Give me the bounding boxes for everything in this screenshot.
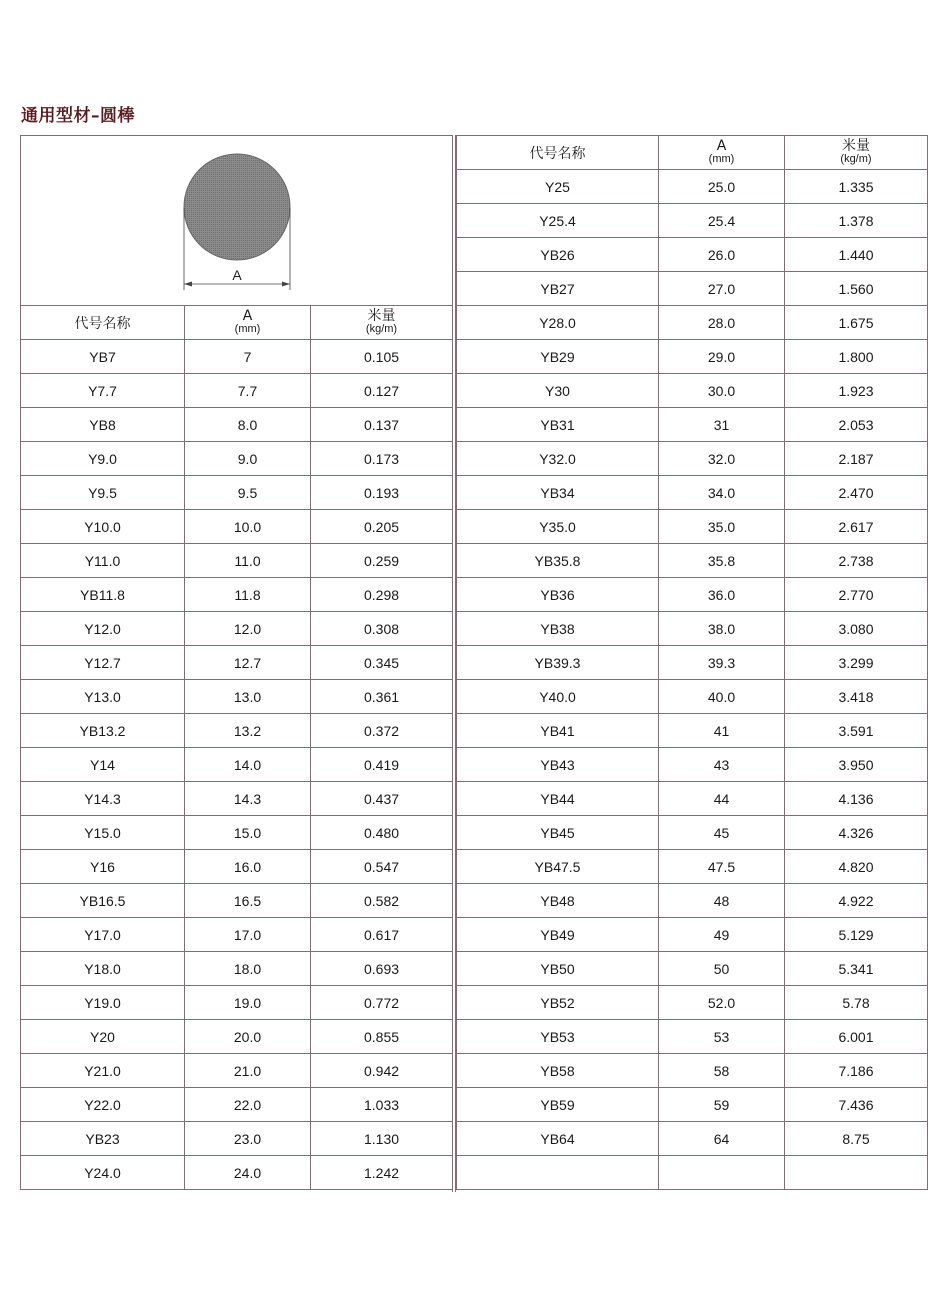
- cell-diameter: 45: [659, 816, 785, 850]
- cell-weight: 0.127: [311, 374, 453, 408]
- table-row: [457, 816, 928, 850]
- cell-diameter: 35.0: [659, 510, 785, 544]
- cell-diameter: 43: [659, 748, 785, 782]
- table-row: [21, 884, 453, 918]
- table-row: [457, 170, 928, 204]
- header-name: 代号名称: [21, 306, 185, 340]
- header-row: [457, 136, 928, 170]
- table-row: [21, 1020, 453, 1054]
- cell-code: YB47.5: [457, 850, 659, 884]
- cell-diameter: 53: [659, 1020, 785, 1054]
- cell-weight: 1.335: [785, 170, 928, 204]
- cell-code: YB39.3: [457, 646, 659, 680]
- cell-diameter: 19.0: [185, 986, 311, 1020]
- page-title: 通用型材–圆棒: [21, 106, 135, 126]
- cell-weight: 1.675: [785, 306, 928, 340]
- cell-weight: 0.308: [311, 612, 453, 646]
- cell-diameter: 26.0: [659, 238, 785, 272]
- table-row: [457, 714, 928, 748]
- cell-diameter: 23.0: [185, 1122, 311, 1156]
- cell-weight: 0.298: [311, 578, 453, 612]
- cell-code: Y22.0: [21, 1088, 185, 1122]
- cell-diameter: 14.3: [185, 782, 311, 816]
- cell-code: Y14: [21, 748, 185, 782]
- cell-code: Y13.0: [21, 680, 185, 714]
- cell-diameter: 32.0: [659, 442, 785, 476]
- cell-diameter: 52.0: [659, 986, 785, 1020]
- table-row: [21, 918, 453, 952]
- cell-diameter: 17.0: [185, 918, 311, 952]
- cell-code: YB43: [457, 748, 659, 782]
- cell-diameter: 31: [659, 408, 785, 442]
- cell-diameter: 39.3: [659, 646, 785, 680]
- cell-code: YB29: [457, 340, 659, 374]
- cell-weight: 2.738: [785, 544, 928, 578]
- cell-code: Y12.0: [21, 612, 185, 646]
- table-row: [21, 1054, 453, 1088]
- cell-diameter: 28.0: [659, 306, 785, 340]
- cell-code: Y9.5: [21, 476, 185, 510]
- cell-code: YB52: [457, 986, 659, 1020]
- cell-weight: 2.187: [785, 442, 928, 476]
- cell-code: YB38: [457, 612, 659, 646]
- cell-diameter: 21.0: [185, 1054, 311, 1088]
- cell-weight: 0.437: [311, 782, 453, 816]
- cell-diameter: 50: [659, 952, 785, 986]
- dimension-arrow-right: [282, 282, 290, 287]
- cell-weight: 3.080: [785, 612, 928, 646]
- header-row: [21, 306, 453, 340]
- cell-code: YB27: [457, 272, 659, 306]
- cell-code: Y25.4: [457, 204, 659, 238]
- cell-diameter: 48: [659, 884, 785, 918]
- cell-diameter: 16.0: [185, 850, 311, 884]
- cell-code: YB35.8: [457, 544, 659, 578]
- cell-code: YB36: [457, 578, 659, 612]
- table-row: [21, 442, 453, 476]
- table-row: [457, 646, 928, 680]
- cell-diameter: 35.8: [659, 544, 785, 578]
- table-row: [457, 1054, 928, 1088]
- table-row: [21, 1088, 453, 1122]
- cell-weight: 0.137: [311, 408, 453, 442]
- cell-weight: 3.299: [785, 646, 928, 680]
- cell-weight: 6.001: [785, 1020, 928, 1054]
- table-row: [21, 408, 453, 442]
- cell-code: Y9.0: [21, 442, 185, 476]
- dimension-arrow-left: [184, 282, 192, 287]
- cell-diameter: 58: [659, 1054, 785, 1088]
- cell-code: YB26: [457, 238, 659, 272]
- cell-diameter: 12.7: [185, 646, 311, 680]
- cell-diameter: 27.0: [659, 272, 785, 306]
- table-row: [457, 782, 928, 816]
- table-row: [457, 1020, 928, 1054]
- cell-code: YB48: [457, 884, 659, 918]
- cell-code: Y21.0: [21, 1054, 185, 1088]
- cell-diameter: 10.0: [185, 510, 311, 544]
- header-weight: 米量 (kg/m): [311, 306, 453, 340]
- cell-weight: 0.942: [311, 1054, 453, 1088]
- cell-weight: 1.440: [785, 238, 928, 272]
- table-row: [457, 408, 928, 442]
- table-row: [457, 374, 928, 408]
- cell-weight: 0.617: [311, 918, 453, 952]
- table-row: [457, 238, 928, 272]
- table-row: [457, 442, 928, 476]
- cell-weight: 0.193: [311, 476, 453, 510]
- table-row: [457, 952, 928, 986]
- cell-weight: [785, 1156, 928, 1190]
- cell-diameter: 44: [659, 782, 785, 816]
- table-row: [21, 476, 453, 510]
- cell-code: YB23: [21, 1122, 185, 1156]
- table-row: [457, 1156, 928, 1190]
- table-row: [21, 646, 453, 680]
- cell-code: YB59: [457, 1088, 659, 1122]
- table-row: [457, 544, 928, 578]
- cell-diameter: 11.0: [185, 544, 311, 578]
- table-row: [21, 816, 453, 850]
- cell-code: YB7: [21, 340, 185, 374]
- cell-weight: 0.205: [311, 510, 453, 544]
- table-row: [457, 1122, 928, 1156]
- cell-weight: 5.341: [785, 952, 928, 986]
- cell-code: Y32.0: [457, 442, 659, 476]
- cell-diameter: 18.0: [185, 952, 311, 986]
- cell-diameter: 8.0: [185, 408, 311, 442]
- round-bar-cross-section: [184, 154, 290, 260]
- cell-code: YB13.2: [21, 714, 185, 748]
- cell-diameter: 40.0: [659, 680, 785, 714]
- cell-weight: 1.923: [785, 374, 928, 408]
- cell-diameter: 59: [659, 1088, 785, 1122]
- cell-code: Y30: [457, 374, 659, 408]
- cell-weight: 4.136: [785, 782, 928, 816]
- cell-code: Y20: [21, 1020, 185, 1054]
- cell-code: YB44: [457, 782, 659, 816]
- cell-diameter: 13.0: [185, 680, 311, 714]
- cell-diameter: 38.0: [659, 612, 785, 646]
- round-bar-table-right: [456, 135, 928, 1190]
- table-row: [457, 884, 928, 918]
- cell-weight: 1.560: [785, 272, 928, 306]
- cell-diameter: 41: [659, 714, 785, 748]
- table-row: [457, 510, 928, 544]
- cell-diameter: 13.2: [185, 714, 311, 748]
- cell-weight: 0.419: [311, 748, 453, 782]
- cell-weight: 1.130: [311, 1122, 453, 1156]
- cell-weight: 0.105: [311, 340, 453, 374]
- table-row: [21, 748, 453, 782]
- table-row: [21, 952, 453, 986]
- table-row: [457, 578, 928, 612]
- table-row: [457, 306, 928, 340]
- cell-code: Y11.0: [21, 544, 185, 578]
- cell-diameter: 30.0: [659, 374, 785, 408]
- table-row: [457, 476, 928, 510]
- cell-diameter: 64: [659, 1122, 785, 1156]
- cell-diameter: 49: [659, 918, 785, 952]
- cell-code: Y25: [457, 170, 659, 204]
- table-row: [457, 748, 928, 782]
- cell-code: Y24.0: [21, 1156, 185, 1190]
- cell-weight: 2.770: [785, 578, 928, 612]
- cell-weight: 3.950: [785, 748, 928, 782]
- table-row: [21, 1122, 453, 1156]
- header-dim: A (mm): [659, 136, 785, 170]
- cell-weight: 0.345: [311, 646, 453, 680]
- table-row: [21, 850, 453, 884]
- cell-code: Y14.3: [21, 782, 185, 816]
- cell-weight: 0.480: [311, 816, 453, 850]
- cell-weight: 0.582: [311, 884, 453, 918]
- cell-weight: 0.855: [311, 1020, 453, 1054]
- cell-weight: 1.242: [311, 1156, 453, 1190]
- cell-weight: 0.173: [311, 442, 453, 476]
- table-row: [457, 680, 928, 714]
- cell-weight: 0.372: [311, 714, 453, 748]
- header-weight: 米量 (kg/m): [785, 136, 928, 170]
- cell-weight: 0.693: [311, 952, 453, 986]
- round-bar-table-left: [20, 135, 453, 1190]
- cell-code: YB34: [457, 476, 659, 510]
- cell-weight: 0.547: [311, 850, 453, 884]
- table-row: [21, 612, 453, 646]
- round-bar-diagram: [21, 136, 453, 305]
- cell-code: Y10.0: [21, 510, 185, 544]
- cell-code: YB41: [457, 714, 659, 748]
- cell-weight: 2.470: [785, 476, 928, 510]
- cell-weight: 3.418: [785, 680, 928, 714]
- cell-code: YB45: [457, 816, 659, 850]
- cell-diameter: 9.0: [185, 442, 311, 476]
- cell-weight: 4.326: [785, 816, 928, 850]
- table-row: [21, 578, 453, 612]
- dimension-label: A: [232, 267, 242, 283]
- cell-code: Y28.0: [457, 306, 659, 340]
- cell-code: YB50: [457, 952, 659, 986]
- table-row: [457, 272, 928, 306]
- cell-diameter: 25.4: [659, 204, 785, 238]
- cell-code: Y18.0: [21, 952, 185, 986]
- cell-weight: 7.186: [785, 1054, 928, 1088]
- cell-diameter: 7: [185, 340, 311, 374]
- table-row: [21, 544, 453, 578]
- cell-weight: 3.591: [785, 714, 928, 748]
- cell-diameter: 9.5: [185, 476, 311, 510]
- cell-code: YB53: [457, 1020, 659, 1054]
- table-row: [457, 850, 928, 884]
- cell-diameter: 29.0: [659, 340, 785, 374]
- cell-diameter: 47.5: [659, 850, 785, 884]
- cell-diameter: 20.0: [185, 1020, 311, 1054]
- diagram-row: [21, 136, 453, 306]
- cell-weight: 4.820: [785, 850, 928, 884]
- cell-diameter: 34.0: [659, 476, 785, 510]
- cell-diameter: 36.0: [659, 578, 785, 612]
- cell-weight: 4.922: [785, 884, 928, 918]
- table-row: [457, 340, 928, 374]
- table-row: [21, 680, 453, 714]
- table-row: [21, 714, 453, 748]
- cell-diameter: 22.0: [185, 1088, 311, 1122]
- cell-diameter: 14.0: [185, 748, 311, 782]
- cell-code: YB49: [457, 918, 659, 952]
- header-dim: A (mm): [185, 306, 311, 340]
- table-row: [457, 986, 928, 1020]
- cell-code: Y15.0: [21, 816, 185, 850]
- cell-diameter: 25.0: [659, 170, 785, 204]
- cell-weight: 8.75: [785, 1122, 928, 1156]
- cell-weight: 0.361: [311, 680, 453, 714]
- table-row: [457, 918, 928, 952]
- cell-code: Y12.7: [21, 646, 185, 680]
- cell-code: Y19.0: [21, 986, 185, 1020]
- table-row: [21, 1156, 453, 1190]
- cell-code: Y35.0: [457, 510, 659, 544]
- table-row: [21, 510, 453, 544]
- cell-weight: 5.78: [785, 986, 928, 1020]
- cell-code: YB58: [457, 1054, 659, 1088]
- cell-diameter: 16.5: [185, 884, 311, 918]
- cell-code: Y17.0: [21, 918, 185, 952]
- cell-diameter: 15.0: [185, 816, 311, 850]
- cell-weight: 2.617: [785, 510, 928, 544]
- cell-code: YB64: [457, 1122, 659, 1156]
- cell-code: YB11.8: [21, 578, 185, 612]
- cell-code: Y16: [21, 850, 185, 884]
- cell-code: Y40.0: [457, 680, 659, 714]
- cell-diameter: 24.0: [185, 1156, 311, 1190]
- cell-diameter: 12.0: [185, 612, 311, 646]
- cell-code: Y7.7: [21, 374, 185, 408]
- cell-diameter: 11.8: [185, 578, 311, 612]
- cell-diameter: [659, 1156, 785, 1190]
- cell-diameter: 7.7: [185, 374, 311, 408]
- table-row: [457, 612, 928, 646]
- table-row: [21, 986, 453, 1020]
- table-row: [457, 204, 928, 238]
- cell-code: YB31: [457, 408, 659, 442]
- cell-weight: 5.129: [785, 918, 928, 952]
- cell-weight: 1.800: [785, 340, 928, 374]
- table-row: [21, 782, 453, 816]
- header-name: 代号名称: [457, 136, 659, 170]
- table-row: [21, 374, 453, 408]
- cell-code: YB16.5: [21, 884, 185, 918]
- cell-weight: 1.378: [785, 204, 928, 238]
- table-row: [21, 340, 453, 374]
- cell-weight: 0.772: [311, 986, 453, 1020]
- cell-weight: 1.033: [311, 1088, 453, 1122]
- cell-code: [457, 1156, 659, 1190]
- diagram-cell: [21, 136, 453, 306]
- cell-weight: 7.436: [785, 1088, 928, 1122]
- cell-code: YB8: [21, 408, 185, 442]
- table-row: [457, 1088, 928, 1122]
- cell-weight: 2.053: [785, 408, 928, 442]
- cell-weight: 0.259: [311, 544, 453, 578]
